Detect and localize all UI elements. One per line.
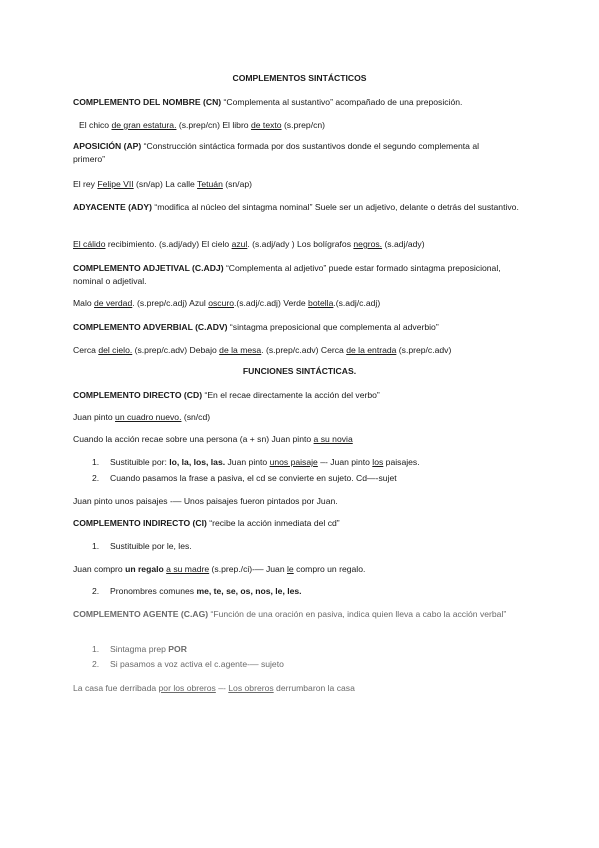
example-underlined: oscuro — [208, 298, 234, 308]
list-text: Sustituible por le, les. — [110, 541, 192, 551]
list-text: –- Juan pinto — [317, 457, 373, 467]
example-text: Juan pinto — [73, 412, 116, 422]
example-text: . (s.prep/c.adj) Azul — [132, 298, 209, 308]
example-underlined: por los obreros — [158, 683, 216, 693]
cag-text: “Función de una oración en pasiva, indica quien lleva a cabo la acción verbal” — [208, 609, 507, 619]
cag-list-item-2 — [92, 658, 552, 671]
example-underlined: de verdad — [94, 298, 133, 308]
list-text: Sintagma prep — [110, 644, 169, 654]
example-underlined: azul — [231, 239, 248, 249]
example-text: . (s.prep/c.adv) Cerca — [261, 345, 347, 355]
example-underlined: a su novia — [313, 434, 353, 444]
example-underlined: de texto — [250, 120, 282, 130]
list-underlined: unos paisaje — [269, 457, 318, 467]
cn-example — [79, 119, 539, 132]
cag-definition — [73, 608, 513, 621]
ci-definition — [73, 517, 533, 530]
document-title: COMPLEMENTOS SINTÁCTICOS — [232, 73, 367, 83]
example-text: El rey — [73, 179, 98, 189]
list-text: Pronombres comunes — [110, 586, 197, 596]
ady-example — [73, 238, 533, 251]
list-number: 2. — [92, 586, 100, 596]
example-text: (s.prep/c.adv) Debajo — [132, 345, 220, 355]
list-text: Si pasamos a voz activa el c.agente-— sujeto — [110, 659, 284, 669]
example-underlined: de gran estatura. — [111, 120, 177, 130]
example-text: (s.prep/cn) — [281, 120, 326, 130]
example-underlined: de la entrada — [346, 345, 397, 355]
example-text: (sn/ap) — [222, 179, 252, 189]
cadj-example — [73, 297, 533, 310]
example-text: (s.adj/ady) — [382, 239, 425, 249]
cd-heading: COMPLEMENTO DIRECTO (CD) — [73, 390, 203, 400]
cn-heading: COMPLEMENTO DEL NOMBRE (CN) — [73, 97, 222, 107]
cag-example — [73, 682, 533, 695]
example-text: (s.prep./ci)-— Juan — [209, 564, 287, 574]
ap-definition — [73, 140, 483, 166]
example-underlined: de la mesa — [219, 345, 262, 355]
example-underlined: botella — [308, 298, 334, 308]
ady-text: “modifica al núcleo del sintagma nominal” Suele ser un adjetivo, delante o detrás del sustantivo. — [151, 202, 519, 212]
list-underlined: los — [372, 457, 384, 467]
example-underlined: El cálido — [73, 239, 106, 249]
ci-list-item-2 — [92, 585, 552, 598]
example-text: (s.prep/cn) El libro — [176, 120, 251, 130]
cadj-definition — [73, 262, 513, 288]
cadj-heading: COMPLEMENTO ADJETIVAL (C.ADJ) — [73, 263, 224, 273]
cn-definition — [73, 96, 533, 109]
cag-heading: COMPLEMENTO AGENTE (C.AG) — [73, 609, 209, 619]
ci-list-item-1 — [92, 540, 552, 553]
example-text: Juan compro — [73, 564, 126, 574]
list-text: Juan pinto — [225, 457, 270, 467]
ap-example — [73, 178, 533, 191]
cag-list-item-1 — [92, 643, 552, 656]
example-text: (s.prep/c.adv) — [396, 345, 452, 355]
cd-example — [73, 411, 533, 424]
list-number: 1. — [92, 644, 100, 654]
cd-passive-example: Juan pinto unos paisajes -— Unos paisajes fueron pintados por Juan. — [73, 496, 338, 506]
example-text: . (s.adj/ady ) Los bolígrafos — [247, 239, 354, 249]
example-underlined: a su madre — [166, 564, 210, 574]
example-text: El chico — [79, 120, 112, 130]
section-subtitle: FUNCIONES SINTÁCTICAS. — [242, 366, 357, 376]
ap-text: “Construcción sintáctica formada por dos sustantivos donde el segundo complementa al primero” — [73, 141, 480, 164]
cd-list-item-1 — [92, 456, 552, 469]
example-text: compro un regalo. — [293, 564, 366, 574]
example-underlined: negros. — [353, 239, 383, 249]
ady-definition — [73, 201, 533, 214]
list-number: 2. — [92, 659, 100, 669]
example-text: La casa fue derribada — [73, 683, 159, 693]
example-underlined: del cielo. — [98, 345, 133, 355]
example-text: Cuando la acción recae sobre una persona (a + sn) Juan pinto — [73, 434, 314, 444]
example-text: .(s.adj/c.adj) — [333, 298, 381, 308]
example-underlined: Tetuán — [197, 179, 223, 189]
list-number: 2. — [92, 473, 100, 483]
example-underlined: le — [287, 564, 294, 574]
cadv-definition — [73, 321, 533, 334]
example-text: (sn/ap) La calle — [133, 179, 198, 189]
example-text: (sn/cd) — [181, 412, 211, 422]
list-number: 1. — [92, 457, 100, 467]
ci-example — [73, 563, 533, 576]
example-text: .(s.adj/c.adj) Verde — [234, 298, 309, 308]
cd-list-item-2 — [92, 472, 552, 485]
cd-note — [73, 433, 533, 446]
cd-definition — [73, 389, 533, 402]
cadj-text: “Complementa al adjetivo” puede estar formado sintagma preposicional, nominal o adjetival. — [73, 263, 501, 286]
example-text: Malo — [73, 298, 95, 308]
list-number: 1. — [92, 541, 100, 551]
example-text: –- — [215, 683, 229, 693]
cn-text: “Complementa al sustantivo” acompañado de una preposición. — [221, 97, 463, 107]
example-underlined: Felipe VII — [97, 179, 134, 189]
list-bold: me, te, se, os, nos, le, les. — [196, 586, 302, 596]
example-bold: un regalo — [125, 564, 164, 574]
ci-heading: COMPLEMENTO INDIRECTO (CI) — [73, 518, 207, 528]
list-bold: POR — [168, 644, 187, 654]
list-text: paisajes. — [383, 457, 420, 467]
cadv-heading: COMPLEMENTO ADVERBIAL (C.ADV) — [73, 322, 228, 332]
cd-text: “En el recae directamente la acción del verbo” — [202, 390, 380, 400]
ady-heading: ADYACENTE (ADY) — [73, 202, 152, 212]
ap-heading: APOSICIÓN (AP) — [73, 141, 142, 151]
example-text: recibimiento. (s.adj/ady) El cielo — [105, 239, 232, 249]
cadv-text: “sintagma preposicional que complementa al adverbio” — [227, 322, 439, 332]
example-text: derrumbaron la casa — [273, 683, 355, 693]
list-text: Cuando pasamos la frase a pasiva, el cd se convierte en sujeto. Cd—-sujet — [110, 473, 397, 483]
list-text: Sustituible por: — [110, 457, 170, 467]
ci-text: “recibe la acción inmediata del cd” — [206, 518, 340, 528]
list-bold: lo, la, los, las. — [169, 457, 226, 467]
cadv-example — [73, 344, 533, 357]
example-underlined: un cuadro nuevo. — [115, 412, 182, 422]
example-text: Cerca — [73, 345, 99, 355]
example-underlined: Los obreros — [228, 683, 274, 693]
